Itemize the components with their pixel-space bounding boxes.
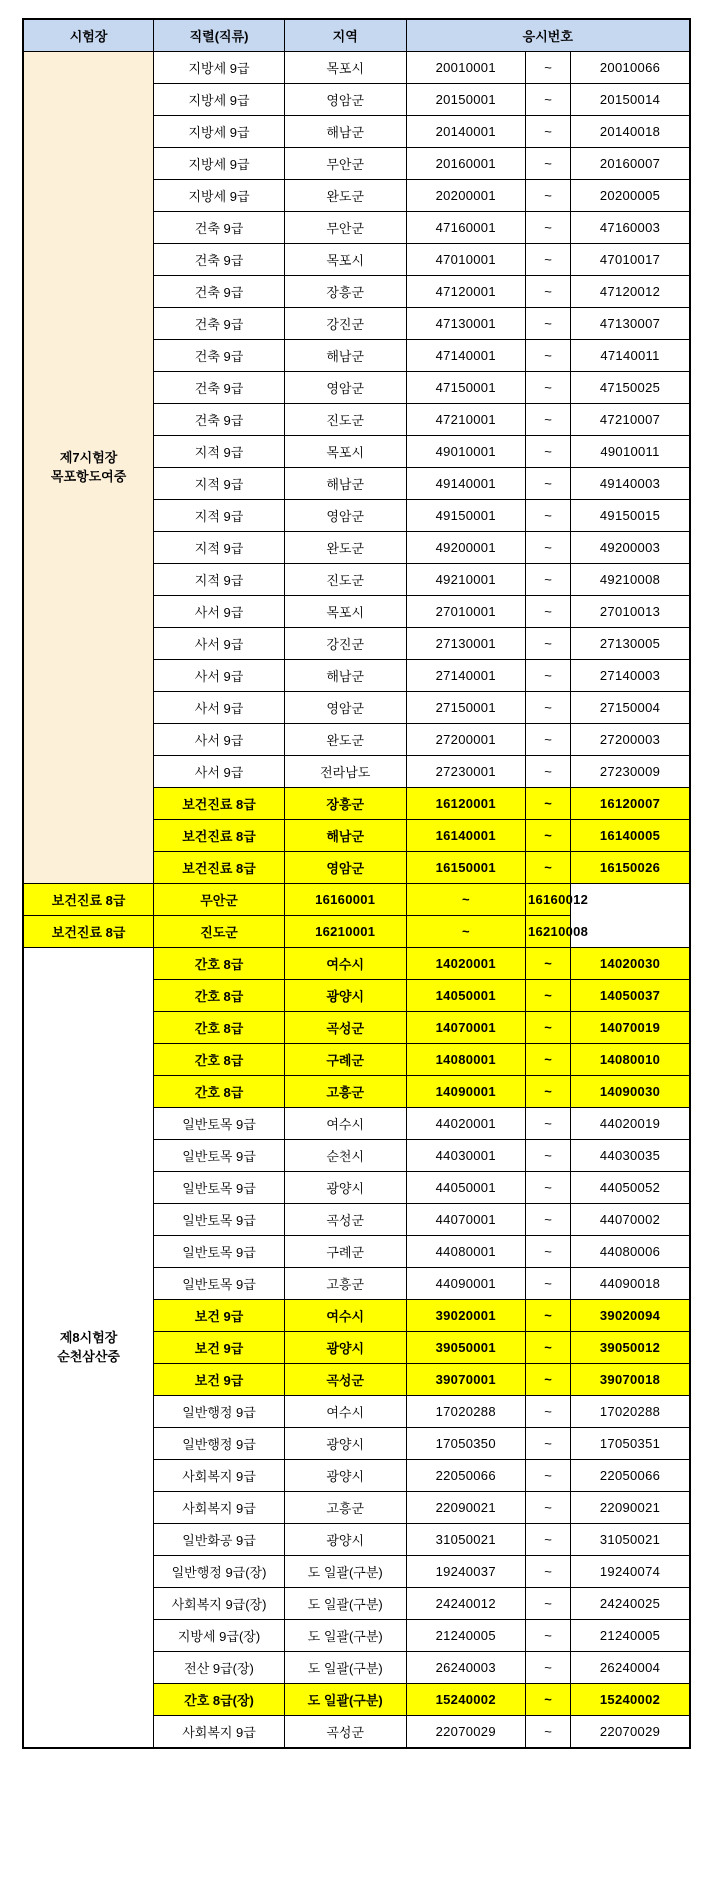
column-header-region: 지역 bbox=[284, 19, 406, 52]
exam-number-to-cell: 49150015 bbox=[571, 500, 690, 532]
range-separator: ~ bbox=[525, 1108, 570, 1140]
series-cell: 일반행정 9급 bbox=[154, 1428, 285, 1460]
exam-number-to-cell: 44030035 bbox=[571, 1140, 690, 1172]
range-separator: ~ bbox=[525, 724, 570, 756]
region-cell: 진도군 bbox=[284, 404, 406, 436]
series-cell: 일반행정 9급(장) bbox=[154, 1556, 285, 1588]
range-separator: ~ bbox=[525, 1204, 570, 1236]
range-separator: ~ bbox=[525, 404, 570, 436]
range-separator: ~ bbox=[525, 980, 570, 1012]
exam-number-to-cell: 16210008 bbox=[525, 916, 570, 948]
range-separator: ~ bbox=[525, 1044, 570, 1076]
exam-number-from-cell: 39020001 bbox=[406, 1300, 525, 1332]
range-separator: ~ bbox=[525, 116, 570, 148]
exam-number-to-cell: 17050351 bbox=[571, 1428, 690, 1460]
exam-number-to-cell: 39050012 bbox=[571, 1332, 690, 1364]
region-cell: 고흥군 bbox=[284, 1076, 406, 1108]
region-cell: 광양시 bbox=[284, 1428, 406, 1460]
region-cell: 곡성군 bbox=[284, 1364, 406, 1396]
region-cell: 완도군 bbox=[284, 532, 406, 564]
exam-number-from-cell: 20140001 bbox=[406, 116, 525, 148]
exam-number-from-cell: 44090001 bbox=[406, 1268, 525, 1300]
series-cell: 보건 9급 bbox=[154, 1364, 285, 1396]
range-separator: ~ bbox=[525, 628, 570, 660]
series-cell: 일반토목 9급 bbox=[154, 1204, 285, 1236]
range-separator: ~ bbox=[525, 1716, 570, 1749]
region-cell: 해남군 bbox=[284, 660, 406, 692]
range-separator: ~ bbox=[525, 1076, 570, 1108]
region-cell: 여수시 bbox=[284, 1396, 406, 1428]
exam-number-from-cell: 49010001 bbox=[406, 436, 525, 468]
series-cell: 보건 9급 bbox=[154, 1332, 285, 1364]
region-cell: 완도군 bbox=[284, 724, 406, 756]
exam-number-to-cell: 49010011 bbox=[571, 436, 690, 468]
exam-number-to-cell: 47150025 bbox=[571, 372, 690, 404]
column-header-site: 시험장 bbox=[23, 19, 154, 52]
exam-number-to-cell: 14090030 bbox=[571, 1076, 690, 1108]
exam-number-from-cell: 20200001 bbox=[406, 180, 525, 212]
series-cell: 건축 9급 bbox=[154, 244, 285, 276]
series-cell: 사회복지 9급 bbox=[154, 1460, 285, 1492]
region-cell: 도 일괄(구분) bbox=[284, 1588, 406, 1620]
series-cell: 보건진료 8급 bbox=[23, 884, 154, 916]
exam-number-from-cell: 47150001 bbox=[406, 372, 525, 404]
exam-number-from-cell: 16210001 bbox=[284, 916, 406, 948]
series-cell: 일반토목 9급 bbox=[154, 1172, 285, 1204]
series-cell: 전산 9급(장) bbox=[154, 1652, 285, 1684]
exam-number-from-cell: 47160001 bbox=[406, 212, 525, 244]
range-separator: ~ bbox=[525, 276, 570, 308]
exam-number-to-cell: 44080006 bbox=[571, 1236, 690, 1268]
exam-number-from-cell: 17050350 bbox=[406, 1428, 525, 1460]
exam-site-cell: 제7시험장 목포항도여중 bbox=[23, 52, 154, 884]
exam-number-from-cell: 14080001 bbox=[406, 1044, 525, 1076]
series-cell: 보건진료 8급 bbox=[154, 788, 285, 820]
exam-number-from-cell: 44030001 bbox=[406, 1140, 525, 1172]
region-cell: 장흥군 bbox=[284, 276, 406, 308]
range-separator: ~ bbox=[525, 1652, 570, 1684]
table-row bbox=[23, 916, 690, 948]
region-cell: 강진군 bbox=[284, 308, 406, 340]
exam-number-to-cell: 16140005 bbox=[571, 820, 690, 852]
exam-number-to-cell: 20140018 bbox=[571, 116, 690, 148]
region-cell: 곡성군 bbox=[284, 1012, 406, 1044]
exam-number-from-cell: 44080001 bbox=[406, 1236, 525, 1268]
exam-number-to-cell: 27150004 bbox=[571, 692, 690, 724]
range-separator: ~ bbox=[525, 244, 570, 276]
series-cell: 건축 9급 bbox=[154, 308, 285, 340]
table-row bbox=[23, 884, 690, 916]
region-cell: 무안군 bbox=[284, 148, 406, 180]
exam-number-to-cell: 14070019 bbox=[571, 1012, 690, 1044]
range-separator: ~ bbox=[525, 692, 570, 724]
range-separator: ~ bbox=[525, 1268, 570, 1300]
region-cell: 도 일괄(구분) bbox=[284, 1652, 406, 1684]
range-separator: ~ bbox=[525, 52, 570, 84]
exam-number-to-cell: 20160007 bbox=[571, 148, 690, 180]
range-separator: ~ bbox=[525, 788, 570, 820]
exam-number-from-cell: 27140001 bbox=[406, 660, 525, 692]
range-separator: ~ bbox=[525, 1300, 570, 1332]
series-cell: 일반행정 9급 bbox=[154, 1396, 285, 1428]
exam-number-from-cell: 47010001 bbox=[406, 244, 525, 276]
region-cell: 광양시 bbox=[284, 980, 406, 1012]
region-cell: 전라남도 bbox=[284, 756, 406, 788]
exam-number-from-cell: 14020001 bbox=[406, 948, 525, 980]
region-cell: 곡성군 bbox=[284, 1716, 406, 1749]
range-separator: ~ bbox=[525, 1332, 570, 1364]
exam-number-to-cell: 27140003 bbox=[571, 660, 690, 692]
series-cell: 일반화공 9급 bbox=[154, 1524, 285, 1556]
exam-number-to-cell: 39070018 bbox=[571, 1364, 690, 1396]
series-cell: 사회복지 9급 bbox=[154, 1492, 285, 1524]
range-separator: ~ bbox=[406, 884, 525, 916]
exam-number-to-cell: 22050066 bbox=[571, 1460, 690, 1492]
exam-number-from-cell: 27230001 bbox=[406, 756, 525, 788]
exam-number-from-cell: 27010001 bbox=[406, 596, 525, 628]
region-cell: 도 일괄(구분) bbox=[284, 1620, 406, 1652]
exam-number-from-cell: 49200001 bbox=[406, 532, 525, 564]
exam-number-to-cell: 44070002 bbox=[571, 1204, 690, 1236]
exam-number-to-cell: 27010013 bbox=[571, 596, 690, 628]
range-separator: ~ bbox=[525, 84, 570, 116]
exam-number-from-cell: 47210001 bbox=[406, 404, 525, 436]
series-cell: 지적 9급 bbox=[154, 532, 285, 564]
series-cell: 간호 8급 bbox=[154, 948, 285, 980]
column-header-series: 직렬(직류) bbox=[154, 19, 285, 52]
table-row bbox=[23, 52, 690, 84]
range-separator: ~ bbox=[525, 500, 570, 532]
exam-number-from-cell: 24240012 bbox=[406, 1588, 525, 1620]
region-cell: 여수시 bbox=[284, 1108, 406, 1140]
range-separator: ~ bbox=[525, 340, 570, 372]
series-cell: 건축 9급 bbox=[154, 372, 285, 404]
region-cell: 해남군 bbox=[284, 116, 406, 148]
series-cell: 지방세 9급(장) bbox=[154, 1620, 285, 1652]
range-separator: ~ bbox=[525, 1012, 570, 1044]
exam-number-to-cell: 31050021 bbox=[571, 1524, 690, 1556]
region-cell: 진도군 bbox=[154, 916, 285, 948]
exam-number-from-cell: 14070001 bbox=[406, 1012, 525, 1044]
range-separator: ~ bbox=[525, 1492, 570, 1524]
range-separator: ~ bbox=[525, 596, 570, 628]
exam-number-to-cell: 14020030 bbox=[571, 948, 690, 980]
exam-number-from-cell: 14090001 bbox=[406, 1076, 525, 1108]
region-cell: 목포시 bbox=[284, 52, 406, 84]
series-cell: 지방세 9급 bbox=[154, 116, 285, 148]
exam-number-to-cell: 21240005 bbox=[571, 1620, 690, 1652]
exam-number-from-cell: 26240003 bbox=[406, 1652, 525, 1684]
region-cell: 목포시 bbox=[284, 436, 406, 468]
region-cell: 영암군 bbox=[284, 852, 406, 884]
exam-number-from-cell: 47140001 bbox=[406, 340, 525, 372]
region-cell: 영암군 bbox=[284, 500, 406, 532]
exam-number-from-cell: 27200001 bbox=[406, 724, 525, 756]
exam-number-to-cell: 22070029 bbox=[571, 1716, 690, 1749]
region-cell: 광양시 bbox=[284, 1332, 406, 1364]
range-separator: ~ bbox=[525, 564, 570, 596]
range-separator: ~ bbox=[525, 1172, 570, 1204]
range-separator: ~ bbox=[525, 1236, 570, 1268]
region-cell: 도 일괄(구분) bbox=[284, 1684, 406, 1716]
exam-number-from-cell: 27150001 bbox=[406, 692, 525, 724]
exam-number-to-cell: 14050037 bbox=[571, 980, 690, 1012]
series-cell: 건축 9급 bbox=[154, 212, 285, 244]
exam-number-to-cell: 15240002 bbox=[571, 1684, 690, 1716]
series-cell: 보건진료 8급 bbox=[23, 916, 154, 948]
exam-number-to-cell: 47210007 bbox=[571, 404, 690, 436]
exam-number-from-cell: 20010001 bbox=[406, 52, 525, 84]
exam-number-from-cell: 27130001 bbox=[406, 628, 525, 660]
exam-number-to-cell: 22090021 bbox=[571, 1492, 690, 1524]
series-cell: 사서 9급 bbox=[154, 660, 285, 692]
series-cell: 사서 9급 bbox=[154, 756, 285, 788]
exam-number-to-cell: 47130007 bbox=[571, 308, 690, 340]
exam-number-from-cell: 49140001 bbox=[406, 468, 525, 500]
region-cell: 광양시 bbox=[284, 1460, 406, 1492]
region-cell: 강진군 bbox=[284, 628, 406, 660]
region-cell: 광양시 bbox=[284, 1172, 406, 1204]
range-separator: ~ bbox=[525, 1140, 570, 1172]
exam-number-to-cell: 17020288 bbox=[571, 1396, 690, 1428]
region-cell: 장흥군 bbox=[284, 788, 406, 820]
exam-number-to-cell: 27230009 bbox=[571, 756, 690, 788]
exam-number-from-cell: 20150001 bbox=[406, 84, 525, 116]
series-cell: 사서 9급 bbox=[154, 628, 285, 660]
region-cell: 해남군 bbox=[284, 468, 406, 500]
exam-number-to-cell: 44050052 bbox=[571, 1172, 690, 1204]
series-cell: 간호 8급 bbox=[154, 980, 285, 1012]
exam-number-to-cell: 24240025 bbox=[571, 1588, 690, 1620]
region-cell: 해남군 bbox=[284, 820, 406, 852]
series-cell: 지방세 9급 bbox=[154, 84, 285, 116]
region-cell: 도 일괄(구분) bbox=[284, 1556, 406, 1588]
range-separator: ~ bbox=[525, 1620, 570, 1652]
exam-number-to-cell: 47120012 bbox=[571, 276, 690, 308]
region-cell: 구례군 bbox=[284, 1044, 406, 1076]
range-separator: ~ bbox=[525, 436, 570, 468]
exam-assignment-table bbox=[22, 18, 691, 1749]
exam-number-to-cell: 14080010 bbox=[571, 1044, 690, 1076]
range-separator: ~ bbox=[525, 756, 570, 788]
range-separator: ~ bbox=[525, 468, 570, 500]
exam-number-to-cell: 16160012 bbox=[525, 884, 570, 916]
region-cell: 진도군 bbox=[284, 564, 406, 596]
exam-number-to-cell: 49210008 bbox=[571, 564, 690, 596]
series-cell: 사서 9급 bbox=[154, 692, 285, 724]
exam-number-to-cell: 20010066 bbox=[571, 52, 690, 84]
region-cell: 무안군 bbox=[284, 212, 406, 244]
exam-number-to-cell: 19240074 bbox=[571, 1556, 690, 1588]
series-cell: 지적 9급 bbox=[154, 564, 285, 596]
range-separator: ~ bbox=[525, 180, 570, 212]
range-separator: ~ bbox=[525, 532, 570, 564]
exam-number-from-cell: 47120001 bbox=[406, 276, 525, 308]
range-separator: ~ bbox=[525, 1588, 570, 1620]
series-cell: 간호 8급 bbox=[154, 1012, 285, 1044]
region-cell: 해남군 bbox=[284, 340, 406, 372]
exam-number-from-cell: 44020001 bbox=[406, 1108, 525, 1140]
exam-number-from-cell: 16120001 bbox=[406, 788, 525, 820]
series-cell: 사회복지 9급(장) bbox=[154, 1588, 285, 1620]
table-header bbox=[23, 19, 690, 52]
range-separator: ~ bbox=[525, 148, 570, 180]
series-cell: 보건진료 8급 bbox=[154, 820, 285, 852]
series-cell: 간호 8급(장) bbox=[154, 1684, 285, 1716]
range-separator: ~ bbox=[525, 372, 570, 404]
range-separator: ~ bbox=[525, 852, 570, 884]
exam-number-from-cell: 31050021 bbox=[406, 1524, 525, 1556]
exam-number-to-cell: 47160003 bbox=[571, 212, 690, 244]
series-cell: 건축 9급 bbox=[154, 404, 285, 436]
exam-number-from-cell: 22050066 bbox=[406, 1460, 525, 1492]
series-cell: 사서 9급 bbox=[154, 596, 285, 628]
exam-number-to-cell: 27200003 bbox=[571, 724, 690, 756]
column-header-exam-number: 응시번호 bbox=[406, 19, 690, 52]
exam-number-from-cell: 14050001 bbox=[406, 980, 525, 1012]
series-cell: 사서 9급 bbox=[154, 724, 285, 756]
series-cell: 건축 9급 bbox=[154, 340, 285, 372]
range-separator: ~ bbox=[525, 1556, 570, 1588]
series-cell: 간호 8급 bbox=[154, 1076, 285, 1108]
exam-number-from-cell: 16160001 bbox=[284, 884, 406, 916]
exam-number-from-cell: 44070001 bbox=[406, 1204, 525, 1236]
region-cell: 영암군 bbox=[284, 692, 406, 724]
series-cell: 지방세 9급 bbox=[154, 180, 285, 212]
exam-number-from-cell: 20160001 bbox=[406, 148, 525, 180]
series-cell: 지방세 9급 bbox=[154, 148, 285, 180]
exam-number-from-cell: 49210001 bbox=[406, 564, 525, 596]
region-cell: 고흥군 bbox=[284, 1492, 406, 1524]
series-cell: 지적 9급 bbox=[154, 436, 285, 468]
exam-number-to-cell: 16120007 bbox=[571, 788, 690, 820]
header-row bbox=[23, 19, 690, 52]
exam-number-to-cell: 49140003 bbox=[571, 468, 690, 500]
range-separator: ~ bbox=[525, 1396, 570, 1428]
exam-number-from-cell: 22090021 bbox=[406, 1492, 525, 1524]
series-cell: 지적 9급 bbox=[154, 468, 285, 500]
region-cell: 목포시 bbox=[284, 244, 406, 276]
region-cell: 구례군 bbox=[284, 1236, 406, 1268]
series-cell: 일반토목 9급 bbox=[154, 1140, 285, 1172]
exam-number-to-cell: 16150026 bbox=[571, 852, 690, 884]
exam-number-to-cell: 44090018 bbox=[571, 1268, 690, 1300]
exam-number-from-cell: 19240037 bbox=[406, 1556, 525, 1588]
table-body bbox=[23, 52, 690, 1749]
range-separator: ~ bbox=[525, 1684, 570, 1716]
exam-number-from-cell: 16150001 bbox=[406, 852, 525, 884]
range-separator: ~ bbox=[525, 212, 570, 244]
series-cell: 간호 8급 bbox=[154, 1044, 285, 1076]
exam-number-from-cell: 49150001 bbox=[406, 500, 525, 532]
series-cell: 일반토목 9급 bbox=[154, 1236, 285, 1268]
exam-number-from-cell: 16140001 bbox=[406, 820, 525, 852]
exam-number-to-cell: 49200003 bbox=[571, 532, 690, 564]
exam-number-from-cell: 15240002 bbox=[406, 1684, 525, 1716]
series-cell: 보건진료 8급 bbox=[154, 852, 285, 884]
exam-number-from-cell: 39050001 bbox=[406, 1332, 525, 1364]
exam-number-from-cell: 17020288 bbox=[406, 1396, 525, 1428]
range-separator: ~ bbox=[525, 820, 570, 852]
exam-number-to-cell: 20150014 bbox=[571, 84, 690, 116]
range-separator: ~ bbox=[525, 1524, 570, 1556]
range-separator: ~ bbox=[406, 916, 525, 948]
region-cell: 고흥군 bbox=[284, 1268, 406, 1300]
region-cell: 여수시 bbox=[284, 1300, 406, 1332]
exam-number-to-cell: 26240004 bbox=[571, 1652, 690, 1684]
exam-number-to-cell: 47010017 bbox=[571, 244, 690, 276]
exam-number-from-cell: 39070001 bbox=[406, 1364, 525, 1396]
exam-number-to-cell: 27130005 bbox=[571, 628, 690, 660]
series-cell: 일반토목 9급 bbox=[154, 1268, 285, 1300]
series-cell: 보건 9급 bbox=[154, 1300, 285, 1332]
region-cell: 완도군 bbox=[284, 180, 406, 212]
exam-number-from-cell: 47130001 bbox=[406, 308, 525, 340]
series-cell: 지적 9급 bbox=[154, 500, 285, 532]
region-cell: 곡성군 bbox=[284, 1204, 406, 1236]
table-row bbox=[23, 948, 690, 980]
region-cell: 영암군 bbox=[284, 84, 406, 116]
region-cell: 무안군 bbox=[154, 884, 285, 916]
series-cell: 건축 9급 bbox=[154, 276, 285, 308]
exam-number-to-cell: 44020019 bbox=[571, 1108, 690, 1140]
region-cell: 영암군 bbox=[284, 372, 406, 404]
exam-number-from-cell: 22070029 bbox=[406, 1716, 525, 1749]
series-cell: 지방세 9급 bbox=[154, 52, 285, 84]
range-separator: ~ bbox=[525, 1428, 570, 1460]
exam-number-from-cell: 44050001 bbox=[406, 1172, 525, 1204]
region-cell: 여수시 bbox=[284, 948, 406, 980]
series-cell: 일반토목 9급 bbox=[154, 1108, 285, 1140]
range-separator: ~ bbox=[525, 948, 570, 980]
exam-number-to-cell: 20200005 bbox=[571, 180, 690, 212]
exam-site-cell: 제8시험장 순천삼산중 bbox=[23, 948, 154, 1749]
region-cell: 순천시 bbox=[284, 1140, 406, 1172]
range-separator: ~ bbox=[525, 1460, 570, 1492]
series-cell: 사회복지 9급 bbox=[154, 1716, 285, 1749]
exam-number-to-cell: 39020094 bbox=[571, 1300, 690, 1332]
range-separator: ~ bbox=[525, 660, 570, 692]
exam-number-to-cell: 47140011 bbox=[571, 340, 690, 372]
exam-number-from-cell: 21240005 bbox=[406, 1620, 525, 1652]
region-cell: 목포시 bbox=[284, 596, 406, 628]
region-cell: 광양시 bbox=[284, 1524, 406, 1556]
range-separator: ~ bbox=[525, 1364, 570, 1396]
range-separator: ~ bbox=[525, 308, 570, 340]
